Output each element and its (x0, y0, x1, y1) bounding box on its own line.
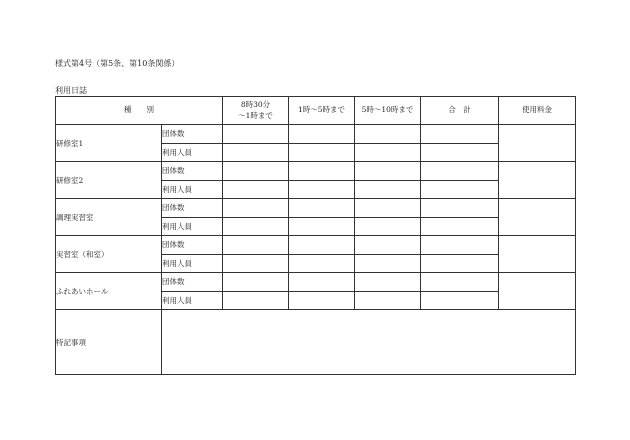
table-cell (223, 217, 289, 236)
table-cell (421, 236, 499, 255)
row-label: 団体数 (162, 273, 223, 292)
room-name: 研修室2 (56, 162, 162, 199)
table-cell (289, 236, 355, 255)
row-label: 団体数 (162, 199, 223, 218)
table-cell (223, 143, 289, 162)
table-cell (355, 143, 421, 162)
table-cell (355, 125, 421, 144)
table-cell (355, 291, 421, 310)
row-label: 利用人員 (162, 180, 223, 199)
table-cell (355, 254, 421, 273)
table-cell (289, 162, 355, 181)
table-cell (355, 217, 421, 236)
header-fee: 使用料金 (499, 97, 576, 125)
table-cell (421, 125, 499, 144)
table-cell (289, 291, 355, 310)
fee-cell (499, 125, 576, 162)
table-cell (223, 180, 289, 199)
table-cell (289, 143, 355, 162)
row-label: 利用人員 (162, 143, 223, 162)
log-title: 利用日誌 (55, 86, 87, 95)
table-cell (289, 125, 355, 144)
header-slot-morning: 8時30分 〜1時まで (223, 97, 289, 125)
notes-field (162, 310, 576, 375)
row-label: 利用人員 (162, 217, 223, 236)
table-cell (421, 180, 499, 199)
usage-log-table (55, 96, 576, 375)
row-label: 団体数 (162, 162, 223, 181)
row-label: 利用人員 (162, 254, 223, 273)
header-total: 合 計 (421, 97, 499, 125)
header-slot-evening: 5時〜10時まで (355, 97, 421, 125)
fee-cell (499, 162, 576, 199)
table-cell (289, 273, 355, 292)
fee-cell (499, 199, 576, 236)
table-row (56, 236, 576, 255)
table-cell (223, 254, 289, 273)
table-cell (289, 254, 355, 273)
table-cell (223, 236, 289, 255)
table-cell (421, 273, 499, 292)
room-name: 研修室1 (56, 125, 162, 162)
table-cell (289, 217, 355, 236)
table-cell (355, 162, 421, 181)
fee-cell (499, 273, 576, 310)
table-cell (421, 199, 499, 218)
notes-label: 特記事項 (56, 310, 162, 375)
table-cell (421, 254, 499, 273)
table-row (56, 199, 576, 218)
table-cell (421, 291, 499, 310)
row-label: 団体数 (162, 125, 223, 144)
table-cell (355, 199, 421, 218)
form-number: 様式第4号（第5条、第10条関係） (55, 59, 180, 68)
table-cell (355, 236, 421, 255)
table-row (56, 162, 576, 181)
room-name: ふれあいホール (56, 273, 162, 310)
header-slot-afternoon: 1時〜5時まで (289, 97, 355, 125)
room-name: 実習室（和室） (56, 236, 162, 273)
fee-cell (499, 236, 576, 273)
table-cell (223, 125, 289, 144)
table-cell (223, 162, 289, 181)
table-cell (421, 143, 499, 162)
header-category: 種 別 (56, 97, 223, 125)
table-cell (355, 273, 421, 292)
table-cell (289, 180, 355, 199)
room-name: 調理実習室 (56, 199, 162, 236)
table-cell (355, 180, 421, 199)
table-cell (223, 199, 289, 218)
table-cell (289, 199, 355, 218)
table-cell (421, 162, 499, 181)
table-cell (421, 217, 499, 236)
row-label: 利用人員 (162, 291, 223, 310)
table-cell (223, 291, 289, 310)
table-row (56, 273, 576, 292)
table-cell (223, 273, 289, 292)
notes-row (56, 310, 576, 375)
table-row (56, 125, 576, 144)
row-label: 団体数 (162, 236, 223, 255)
